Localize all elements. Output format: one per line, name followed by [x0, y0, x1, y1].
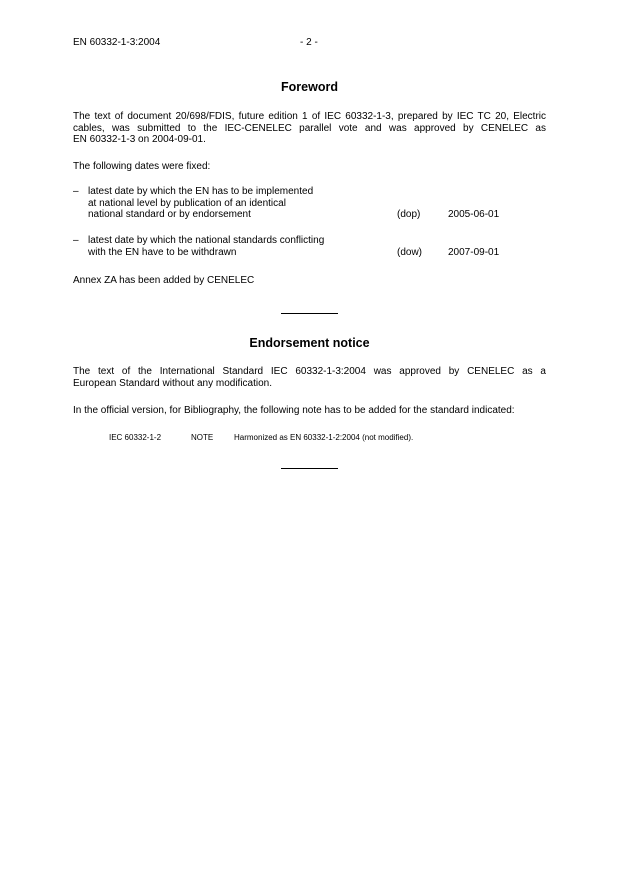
bibliography-intro: In the official version, for Bibliography, the following note has to be added for the standard indicated:: [73, 405, 515, 416]
foreword-title: Foreword: [281, 80, 338, 94]
annex-note: Annex ZA has been added by CENELEC: [73, 275, 255, 286]
foreword-intro-line: EN 60332-1-3 on 2004-09-01.: [73, 134, 206, 146]
date-item-bullet: –: [73, 235, 79, 246]
endorsement-title: Endorsement notice: [249, 336, 370, 350]
note-label: NOTE: [191, 433, 214, 442]
endorsement-text-line: European Standard without any modification.: [73, 377, 273, 389]
header-page-number: - 2 -: [300, 37, 318, 48]
foreword-intro-line: The text of document 20/698/FDIS, future edition 1 of IEC 60332-1-3, prepared by IEC TC 20, Electric: [73, 111, 546, 122]
date-item-bullet: –: [73, 186, 79, 197]
section-divider: [281, 313, 338, 314]
note-text: Harmonized as EN 60332-1-2:2004 (not modified).: [234, 433, 414, 442]
endorsement-text-line: The text of the International Standard IEC 60332-1-3:2004 was approved by CENELEC as a: [73, 366, 546, 377]
foreword-intro-line: cables, was submitted to the IEC-CENELEC parallel vote and was approved by CENELEC as: [73, 122, 546, 134]
date-item-date: 2005-06-01: [448, 209, 500, 220]
note-standard: IEC 60332-1-2: [109, 433, 162, 442]
date-item-line: with the EN have to be withdrawn: [88, 246, 237, 258]
date-item-date: 2007-09-01: [448, 247, 500, 258]
date-item-line: latest date by which the national standards conflicting: [88, 235, 325, 246]
header-doc-id: EN 60332-1-3:2004: [73, 37, 161, 48]
date-item-code: (dow): [397, 247, 423, 258]
section-divider: [281, 468, 338, 469]
dates-intro: The following dates were fixed:: [73, 161, 211, 172]
date-item-line: national standard or by endorsement: [88, 209, 251, 221]
date-item-text: [88, 235, 324, 258]
date-item-code: (dop): [397, 209, 421, 220]
date-item-text: [88, 186, 313, 221]
date-item-line: at national level by publication of an identical: [88, 197, 286, 209]
endorsement-text: [73, 366, 546, 389]
foreword-intro: [73, 111, 546, 146]
date-item-line: latest date by which the EN has to be implemented: [88, 186, 314, 197]
